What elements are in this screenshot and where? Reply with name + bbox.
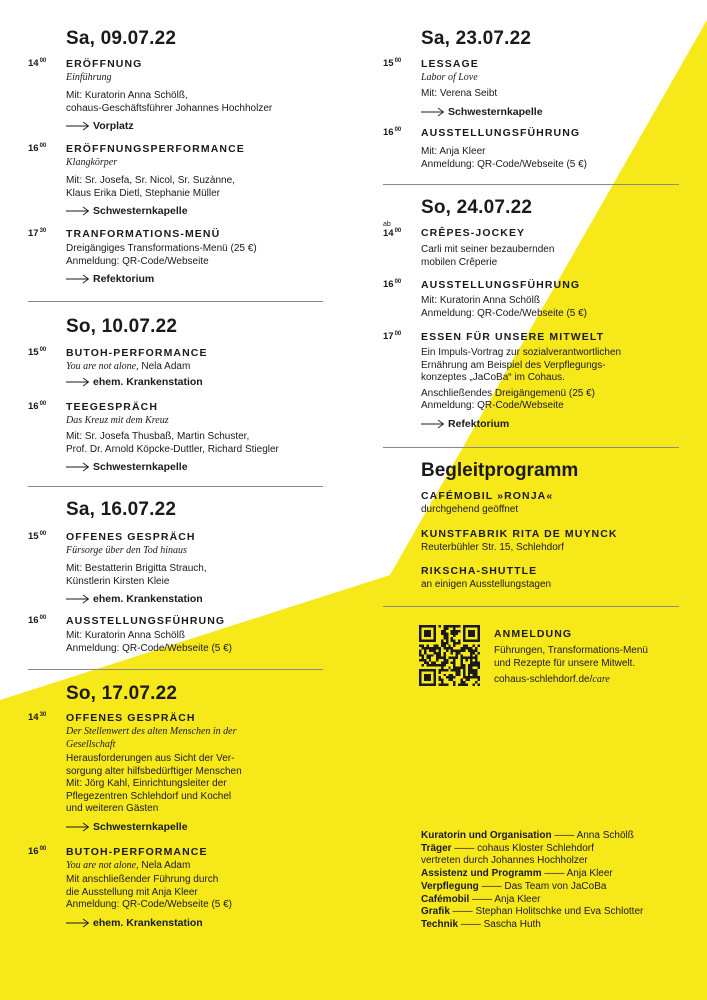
arrow-right-icon	[66, 462, 90, 472]
event-title: OFFENES GESPRÄCH	[66, 712, 196, 724]
event-time: $16^{00}$	[28, 846, 47, 857]
event-location: Schwesternkapelle	[66, 461, 323, 473]
event-text: Mit: Anja Kleer Anmeldung: QR-Code/Webseite (5 €)	[421, 146, 588, 170]
event	[28, 228, 323, 285]
day-block	[28, 499, 176, 521]
event-text: Carli mit seiner bezaubernden mobilen Crêperie	[421, 244, 555, 268]
event-time: $15^{00}$	[383, 58, 402, 69]
list-item: CAFÉMOBIL »RONJA« durchgehend geöffnet	[421, 490, 554, 515]
event-time: $14^{00}$	[28, 58, 47, 69]
event-subtitle: Der Stellenwert des alten Menschen in der Gesellschaft	[66, 726, 237, 750]
event-text: Anschließendes Dreigängemenü (25 €) Anmeldung: QR-Code/Webseite	[421, 387, 595, 411]
event-text: Mit: Bestatterin Brigitta Strauch, Künstlerin Kirsten Kleie	[66, 563, 207, 587]
arrow-right-icon	[421, 107, 445, 117]
divider	[28, 669, 323, 670]
event-text: Mit: Verena Seibt	[421, 88, 498, 99]
date-heading: So, 10.07.22	[66, 316, 178, 337]
event	[28, 712, 323, 833]
website-link[interactable]: cohaus-schlehdorf.de/care	[494, 674, 610, 685]
event	[383, 58, 679, 118]
event-subtitle: Fürsorge über den Tod hinaus	[66, 545, 187, 556]
list-item: RIKSCHA-SHUTTLE an einigen Ausstellungstagen	[421, 565, 552, 590]
event-location: Schwesternkapelle	[66, 205, 323, 217]
arrow-right-icon	[66, 594, 90, 604]
arrow-right-icon	[66, 918, 90, 928]
event-text: Ein Impuls-Vortrag zur sozialverantwortlichen Ernährung am Beispiel des Verpflegungs- konzeptes „JaCoBa“ im Cohaus.	[421, 347, 622, 383]
event-title: ERÖFFNUNG	[66, 58, 143, 70]
event-time: $16^{00}$	[28, 615, 47, 626]
event-text: Herausforderungen aus Sicht der Ver- sorgung alter hilfsbedürftiger Menschen Mit: Jörg Kahl, Einrichtungsleiter der Pflegezentren Schlehdorf und Kochel und weiteren Gästen	[66, 753, 242, 814]
event-location: Refektorium	[421, 418, 679, 430]
event	[383, 220, 679, 269]
divider	[28, 486, 323, 487]
event-location: ehem. Krankenstation	[66, 593, 323, 605]
date-heading: So, 17.07.22	[66, 683, 178, 704]
event-location: Schwesternkapelle	[66, 821, 266, 833]
event	[383, 279, 679, 320]
list-item: KUNSTFABRIK RITA DE MUYNCK Reuterbühler Str. 15, Schlehdorf	[421, 528, 618, 553]
event	[383, 331, 679, 430]
event-title: AUSSTELLUNGSFÜHRUNG	[421, 127, 581, 139]
event-text: Mit: Sr. Josefa, Sr. Nicol, Sr. Suzànne, Klaus Erika Dietl, Stephanie Müller	[66, 175, 235, 199]
event-time: $15^{00}$	[28, 347, 47, 358]
event-title: AUSSTELLUNGSFÜHRUNG	[66, 615, 226, 627]
event	[28, 846, 323, 929]
credits: Kuratorin und Organisation —— Anna Schölß Träger —— cohaus Kloster Schlehdorf vertreten durch Johannes Hochholzer Assistenz und Programm —— Anja Kleer Verpflegung —— Das Team von JaCoBa Cafémobil —— Anja Kleer Grafik —— Stephan Holitschke und Eva Schlotter Technik —— Sascha Huth	[421, 830, 644, 930]
event-subtitle: You are not alone, Nela Adam	[66, 860, 191, 871]
event	[28, 143, 323, 217]
event-title: LESSAGE	[421, 58, 479, 70]
registration-title: ANMELDUNG	[494, 628, 573, 640]
event	[28, 58, 323, 132]
event-location: Refektorium	[66, 273, 323, 285]
registration-info: ANMELDUNG Führungen, Transformations-Menü und Rezepte für unsere Mitwelt. cohaus-schlehdorf.de/care	[494, 628, 648, 685]
divider	[383, 606, 679, 607]
event-subtitle: Das Kreuz mit dem Kreuz	[66, 415, 169, 426]
event-title: ERÖFFNUNGSPERFORMANCE	[66, 143, 245, 155]
qr-code-icon[interactable]	[419, 625, 480, 686]
event	[383, 127, 679, 171]
event-title: BUTOH-PERFORMANCE	[66, 347, 208, 359]
event-time: $17^{00}$	[383, 331, 402, 342]
event-location: ehem. Krankenstation	[66, 376, 323, 388]
event-time: $16^{00}$	[383, 279, 402, 290]
event-time: $17^{30}$	[28, 228, 47, 239]
event-title: BUTOH-PERFORMANCE	[66, 846, 208, 858]
divider	[383, 184, 679, 185]
event-location: Schwesternkapelle	[421, 106, 679, 118]
event-title: ESSEN FÜR UNSERE MITWELT	[421, 331, 605, 343]
event-time: $16^{00}$	[28, 143, 47, 154]
event-text: Mit: Kuratorin Anna Schölß, cohaus-Geschäftsführer Johannes Hochholzer	[66, 90, 273, 114]
date-heading: Sa, 09.07.22	[66, 28, 177, 49]
event-title: OFFENES GESPRÄCH	[66, 531, 196, 543]
event	[28, 401, 323, 473]
arrow-right-icon	[421, 419, 445, 429]
event-time: $14^{30}$	[28, 712, 47, 723]
event-title: AUSSTELLUNGSFÜHRUNG	[421, 279, 581, 291]
arrow-right-icon	[66, 121, 90, 131]
event-location: ehem. Krankenstation	[66, 917, 323, 929]
day-block	[28, 28, 323, 50]
event	[28, 531, 323, 605]
event-text: Dreigängiges Transformations-Menü (25 €) Anmeldung: QR-Code/Webseite	[66, 243, 257, 267]
event-title: TRANFORMATIONS-MENÜ	[66, 228, 221, 240]
event-text: Mit: Kuratorin Anna Schölß Anmeldung: QR-Code/Webseite (5 €)	[421, 295, 588, 319]
event-time: $16^{00}$	[28, 401, 47, 412]
event-location: Vorplatz	[66, 120, 323, 132]
arrow-right-icon	[66, 206, 90, 216]
event-text: Mit: Sr. Josefa Thusbaß, Martin Schuster, Prof. Dr. Arnold Köpcke-Duttler, Richard Stiegler	[66, 431, 279, 455]
event-text: Mit: Kuratorin Anna Schölß Anmeldung: QR-Code/Webseite (5 €)	[66, 630, 233, 654]
day-block	[383, 28, 531, 50]
divider	[383, 447, 679, 448]
event-subtitle: Klangkörper	[66, 157, 118, 168]
day-block	[28, 683, 177, 705]
event-subtitle: You are not alone, Nela Adam	[66, 361, 191, 372]
section-heading: Begleitprogramm	[421, 460, 579, 481]
arrow-right-icon	[66, 822, 90, 832]
date-heading: Sa, 23.07.22	[421, 28, 532, 49]
event-time: ab $14^{00}$	[383, 221, 402, 239]
arrow-right-icon	[66, 274, 90, 284]
date-heading: So, 24.07.22	[421, 197, 533, 218]
event-subtitle: Labor of Love	[421, 72, 478, 83]
event-time: $15^{00}$	[28, 531, 47, 542]
event-title: CRÊPES-JOCKEY	[421, 227, 526, 239]
event-text: Mit anschließender Führung durch die Ausstellung mit Anja Kleer Anmeldung: QR-Code/Webseite (5 €)	[66, 874, 233, 910]
day-block	[28, 316, 177, 338]
event-title: TEEGESPRÄCH	[66, 401, 159, 413]
event-time: $16^{00}$	[383, 127, 402, 138]
event	[28, 347, 323, 388]
event	[28, 615, 323, 655]
event-subtitle: Einführung	[66, 72, 112, 83]
divider	[28, 301, 323, 302]
date-heading: Sa, 16.07.22	[66, 499, 177, 520]
day-block	[383, 197, 532, 219]
arrow-right-icon	[66, 377, 90, 387]
